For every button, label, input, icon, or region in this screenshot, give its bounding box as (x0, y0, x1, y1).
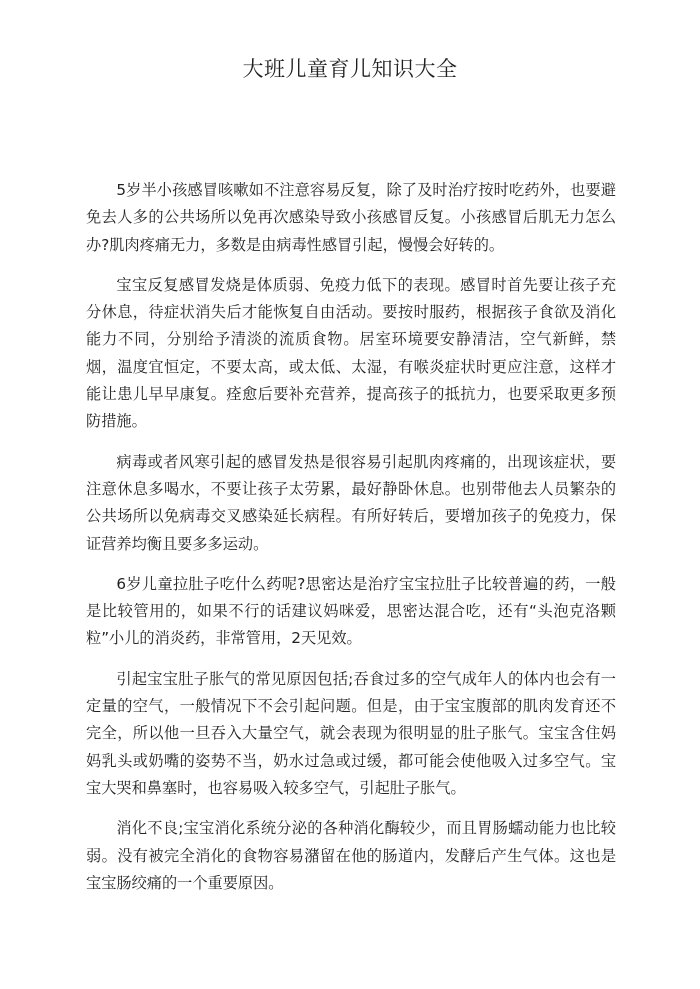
paragraph-3: 病毒或者风寒引起的感冒发热是很容易引起肌肉疼痛的，出现该症状，要注意休息多喝水，不要让孩子太劳累，最好静卧休息。也别带他去人员繁杂的公共场所以免病毒交叉感染延长病程。有所好转后，要增加孩子的免疫力，保证营养均衡且要多多运动。 (86, 452, 616, 553)
paragraph-4: 6岁儿童拉肚子吃什么药呢?思密达是治疗宝宝拉肚子比较普遍的药，一般是比较管用的，如果不行的话建议妈咪爱，思密达混合吃，还有“头泡克洛颗粒”小儿的消炎药，非常管用，2天见效。 (86, 574, 616, 648)
paragraph-2: 宝宝反复感冒发烧是体质弱、免疫力低下的表现。感冒时首先要让孩子充分休息，待症状消失后才能恢复自由活动。要按时服药，根据孩子食欲及消化能力不同，分别给予清淡的流质食物。居室环境要安静清洁，空气新鲜，禁烟，温度宜恒定，不要太高，或太低、太湿，有喉炎症状时更应注意，这样才能让患儿早早康复。痊愈后要补充营养，提高孩子的抵抗力，也要采取更多预防措施。 (86, 275, 616, 431)
paragraph-5: 引起宝宝肚子胀气的常见原因包括;吞食过多的空气成年人的体内也会有一定量的空气，一般情况下不会引起问题。但是，由于宝宝腹部的肌肉发育还不完全，所以他一旦吞入大量空气，就会表现为很明显的肚子胀气。宝宝含住妈妈乳头或奶嘴的姿势不当，奶水过急或过缓，都可能会使他吸入过多空气。宝宝大哭和鼻塞时，也容易吸入较多空气，引起肚子胀气。 (86, 669, 616, 797)
document-body (86, 177, 616, 910)
document-title: 大班儿童育儿知识大全 (242, 57, 458, 81)
paragraph-6: 消化不良;宝宝消化系统分泌的各种消化酶较少，而且胃肠蠕动能力也比较弱。没有被完全消化的食物容易潴留在他的肠道内，发酵后产生气体。这也是宝宝肠绞痛的一个重要原因。 (86, 819, 616, 892)
paragraph-1: 5岁半小孩感冒咳嗽如不注意容易反复，除了及时治疗按时吃药外，也要避免去人多的公共场所以免再次感染导致小孩感冒反复。小孩感冒后肌无力怎么办?肌肉疼痛无力，多数是由病毒性感冒引起，慢慢会好转的。 (86, 181, 616, 254)
